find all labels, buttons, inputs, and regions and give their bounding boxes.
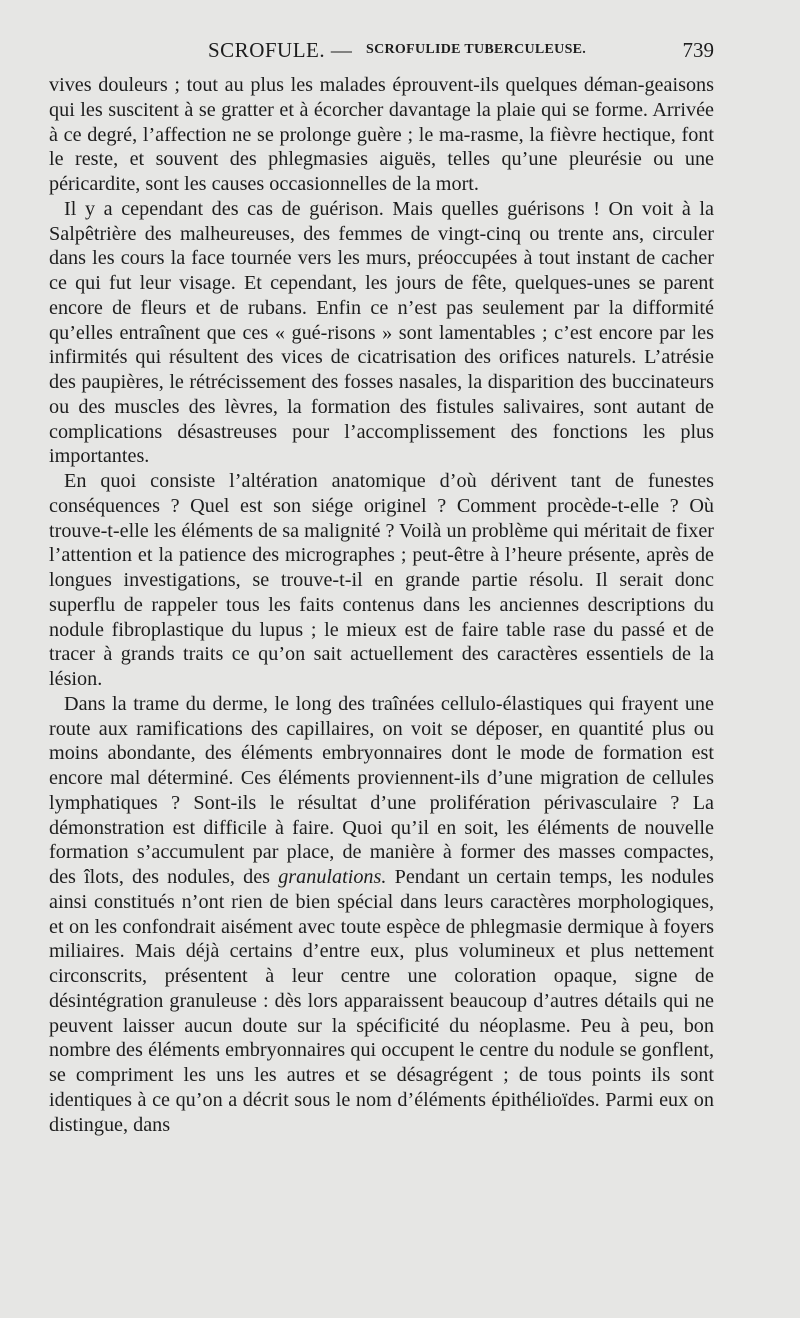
paragraph-4 (49, 692, 714, 1138)
paragraph-4-text-end: Pendant un certain temps, les nodules ainsi constitués n’ont rien de bien spécial dans leurs caractères morphologiques, et on les confondrait aisément avec toute espèce de phlegmasie dermique à foyers miliaires. Mais déjà certains d’entre eux, plus volumineux et plus nettement circonscrits, présentent à leur centre une coloration opaque, signe de désintégration granuleuse : dès lors apparaissent beaucoup d’autres détails qui ne peuvent laisser aucun doute sur la spécificité du néoplasme. Peu à peu, bon nombre des éléments embryonnaires qui occupent le centre du nodule se gonflent, se compriment les uns les autres et se désagrégent ; de tous points ils sont identiques à ce qu’on a décrit sous le nom d’éléments épithélioïdes. Parmi eux on distingue, dans (49, 866, 714, 1136)
paragraph-1-text: vives douleurs ; tout au plus les malades éprouvent-ils quelques déman-geaisons qui les suscitent à se gratter et à écorcher davantage la plaie qui se forme. Arrivée à ce degré, l’affection ne se prolonge guère ; le ma-rasme, la fièvre hectique, font le reste, et souvent des phlegmasies aiguës, telles qu’une pleurésie ou une péricardite, sont les causes occasionnelles de la mort. (49, 74, 714, 195)
paragraph-4-text-start: Dans la trame du derme, le long des traînées cellulo-élastiques qui frayent une route aux ramifications des capillaires, on voit se déposer, en quantité plus ou moins abondante, des éléments embryonnaires dont le mode de formation est encore mal déterminé. Ces éléments proviennent-ils d’une migration de cellules lymphatiques ? Sont-ils le résultat d’une prolifération périvasculaire ? La démonstration est difficile à faire. Quoi qu’il en soit, les éléments de nouvelle formation s’accumulent par place, de manière à former des masses compactes, des îlots, des nodules, des (49, 692, 714, 888)
running-head-subtitle: SCROFULIDE TUBERCULEUSE. (366, 42, 587, 57)
paragraph-3-text: En quoi consiste l’altération anatomique d’où dérivent tant de funestes conséquences ? Quel est son siége originel ? Comment procède-t-elle ? Où trouve-t-elle les éléments de sa malignité ? Voilà un problème qui méritait de fixer l’attention et la patience des micrographes ; peut-être à l’heure présente, après de longues investigations, se trouve-t-il en grande partie résolu. Il serait donc superflu de rappeler tous les faits contenus dans les anciennes descriptions du nodule fibroplastique du lupus ; le mieux est de faire table rase du passé et de tracer à grands traits ce qu’on sait actuellement des caractères essentiels de la lésion. (49, 470, 714, 690)
paragraph-3 (49, 469, 714, 692)
paragraph-4-italic-term: granulations. (278, 866, 387, 888)
running-head (48, 38, 714, 66)
running-head-title: SCROFULE. — (208, 38, 353, 62)
paragraph-2 (49, 197, 714, 469)
paragraph-2-text: Il y a cependant des cas de guérison. Mais quelles guérisons ! On voit à la Salpêtrière des malheureuses, des femmes de vingt-cinq ou trente ans, circuler dans les cours la face tournée vers les murs, préoccupées à tout instant de cacher ce qui fut leur visage. Et cependant, les jours de fête, quelques-unes se parent encore de fleurs et de rubans. Enfin ce n’est pas seulement par la difformité qu’elles entraînent que ces « gué-risons » sont lamentables ; c’est encore par les infirmités qui résultent des vices de cicatrisation des orifices naturels. L’atrésie des paupières, le rétrécissement des fosses nasales, la disparition des buccinateurs ou des muscles des lèvres, la formation des fistules salivaires, sont autant de complications désastreuses pour l’accomplissement des fonctions les plus importantes. (49, 197, 714, 468)
page-number: 739 (682, 38, 714, 62)
body-text (49, 73, 714, 1137)
paragraph-1 (49, 73, 714, 197)
